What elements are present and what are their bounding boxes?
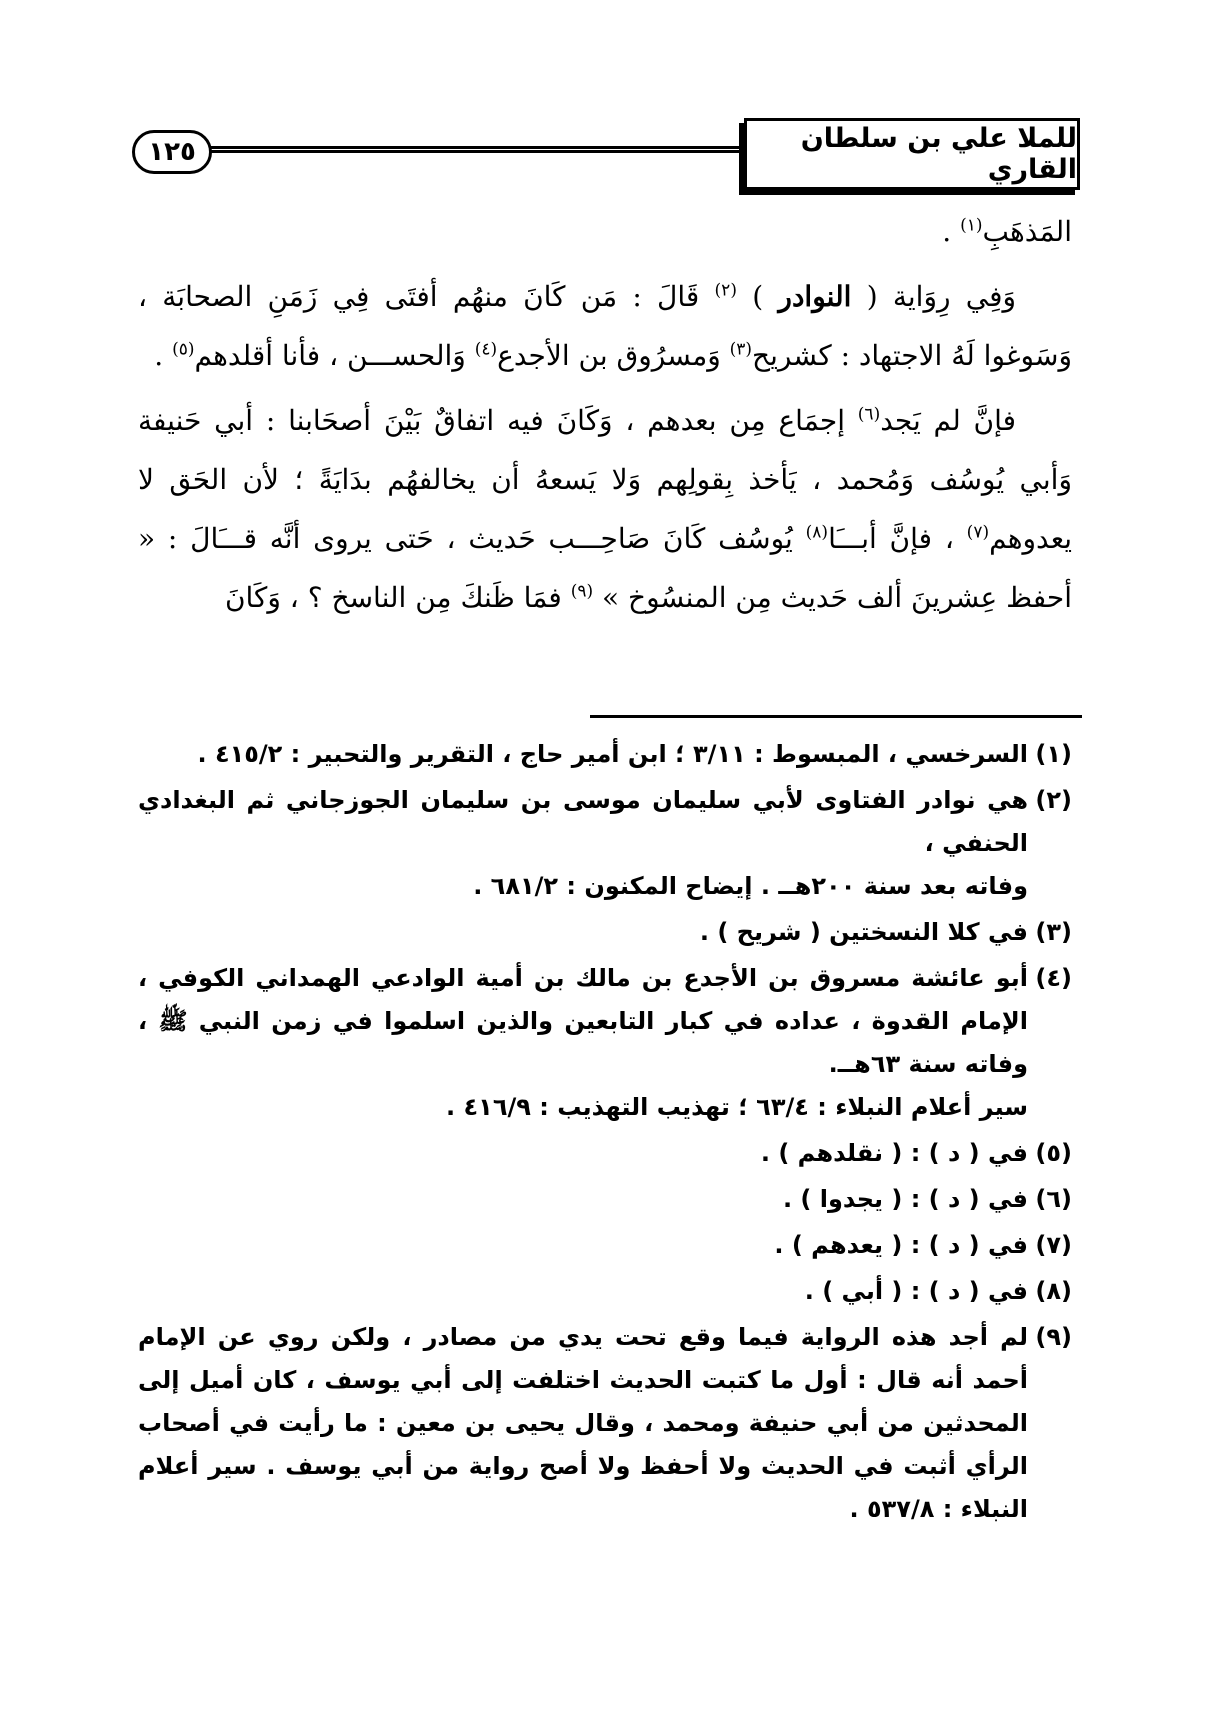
- text-run: .: [942, 215, 952, 248]
- footnote-3: [138, 911, 1072, 954]
- footnote-text: هي نوادر الفتاوى لأبي سليمان موسى بن سليمان الجوزجاني ثم البغدادي الحنفي ،: [138, 786, 1028, 857]
- main-text: [138, 202, 1072, 627]
- footnote-ref: (٨): [805, 522, 829, 543]
- footnote-number: (٦): [1035, 1185, 1072, 1213]
- book-title: النوادر: [778, 280, 852, 313]
- footnote-number: (٣): [1035, 918, 1072, 946]
- footnote-6: [138, 1178, 1072, 1221]
- footnote-continuation: سير أعلام النبلاء : ٦٣/٤ ؛ تهذيب التهذيب : ٤١٦/٩ .: [446, 1093, 1028, 1121]
- footnote-number: (٤): [1035, 964, 1072, 992]
- footnote-text: في ( د ) : ( يعدهم ) .: [774, 1231, 1028, 1259]
- header-rule: [206, 146, 744, 153]
- text-run: وَفِي رِوَاية (: [866, 280, 1016, 313]
- paragraph-3: [138, 391, 1072, 627]
- text-run: وَمسرُوق بن الأجدع: [497, 339, 721, 372]
- footnote-number: (٩): [1035, 1323, 1072, 1351]
- footnote-number: (٧): [1035, 1231, 1072, 1259]
- footnote-text: في ( د ) : ( أبي ) .: [804, 1277, 1028, 1305]
- footnote-ref: (٢): [714, 280, 737, 301]
- footnote-number: (٨): [1035, 1277, 1072, 1305]
- text-run: فمَا ظَنكَ مِن الناسخ ؟ ، وَكَانَ: [224, 581, 562, 614]
- footnote-ref: (٤): [474, 339, 498, 360]
- text-run: إجمَاع مِن بعدهم ، وَكَانَ فيه اتفاقٌ بَيْنَ أصحَابنا : أبي حَنيفة وَأبي يُوسُف وَمُحمد ، يَأخذ بِقولِهم وَلا يَسعهُ أن يخالفهُم بدَايَةً ؛ لأن الحَق لا يعدوهم: [138, 404, 1073, 555]
- footnote-9: [138, 1316, 1072, 1531]
- footnote-5: [138, 1132, 1072, 1175]
- footnote-4: [138, 957, 1072, 1129]
- footnote-number: (٥): [1035, 1139, 1072, 1167]
- text-run: ): [752, 280, 764, 313]
- footnote-separator: [590, 715, 1082, 718]
- footnote-7: [138, 1224, 1072, 1267]
- text-run: ، فإنَّ أبـــَا: [828, 522, 954, 555]
- footnote-ref: (٩): [570, 581, 594, 602]
- page-number: ١٢٥: [132, 130, 212, 174]
- footnote-text: السرخسي ، المبسوط : ٣/١١ ؛ ابن أمير حاج ، التقرير والتحبير : ٤١٥/٢ .: [197, 740, 1028, 768]
- paragraph-1: [138, 202, 1072, 261]
- footnote-continuation: وفاته بعد سنة ٢٠٠هــ . إيضاح المكنون : ٦٨١/٢ .: [473, 872, 1028, 900]
- text-run: المَذهَبِ: [982, 215, 1072, 248]
- footnote-ref: (١): [960, 215, 983, 236]
- paragraph-2: [138, 267, 1072, 385]
- text-run: يُوسُف كَانَ صَاحِـــب حَديث ، حَتى يروى أنَّه قـــَالَ : « أحفظ عِشرينَ ألف حَديث مِن المنسُوخ »: [138, 522, 1072, 614]
- footnote-ref: (٣): [729, 339, 753, 360]
- footnotes: [138, 733, 1072, 1534]
- footnote-text: لم أجد هذه الرواية فيما وقع تحت يدي من مصادر ، ولكن روي عن الإمام أحمد أنه قال : أول ما كتبت الحديث اختلفت إلى أبي يوسف ، كان أميل إلى المحدثين من أبي حنيفة ومحمد ، وقال يحيى بن معين : ما رأيت في أصحاب الرأي أثبت في الحديث ولا أحفظ ولا أصح رواية من أبي يوسف . سير أعلام النبلاء : ٥٣٧/٨ .: [138, 1323, 1028, 1523]
- page-header: [132, 118, 1080, 190]
- footnote-text: في ( د ) : ( يجدوا ) .: [782, 1185, 1028, 1213]
- text-run: فإنَّ لم يَجد: [880, 404, 1016, 437]
- footnote-1: [138, 733, 1072, 776]
- footnote-number: (١): [1035, 740, 1072, 768]
- footnote-text: في ( د ) : ( نقلدهم ) .: [760, 1139, 1028, 1167]
- footnote-ref: (٥): [172, 339, 195, 360]
- footnote-8: [138, 1270, 1072, 1313]
- header-title: للملا علي بن سلطان القاري: [744, 118, 1080, 190]
- text-run: وَالحســـن ، فأنا أقلدهم: [194, 339, 466, 372]
- footnote-number: (٢): [1035, 786, 1072, 814]
- footnote-text: أبو عائشة مسروق بن الأجدع بن مالك بن أمية الوادعي الهمداني الكوفي ، الإمام القدوة ، عداده في كبار التابعين والذين اسلموا في زمن النبي ﷺ ، وفاته سنة ٦٣هــ.: [138, 964, 1028, 1078]
- footnote-text: في كلا النسختين ( شريح ) .: [699, 918, 1028, 946]
- footnote-ref: (٦): [857, 404, 881, 425]
- text-run: قَالَ : مَن كَانَ منهُم أفتَى فِي زَمَنِ الصحابَة ، وَسَوغوا لَهُ الاجتهاد : كشريح: [138, 280, 1072, 372]
- footnote-2: [138, 779, 1072, 908]
- footnote-ref: (٧): [966, 522, 990, 543]
- text-run: .: [154, 339, 164, 372]
